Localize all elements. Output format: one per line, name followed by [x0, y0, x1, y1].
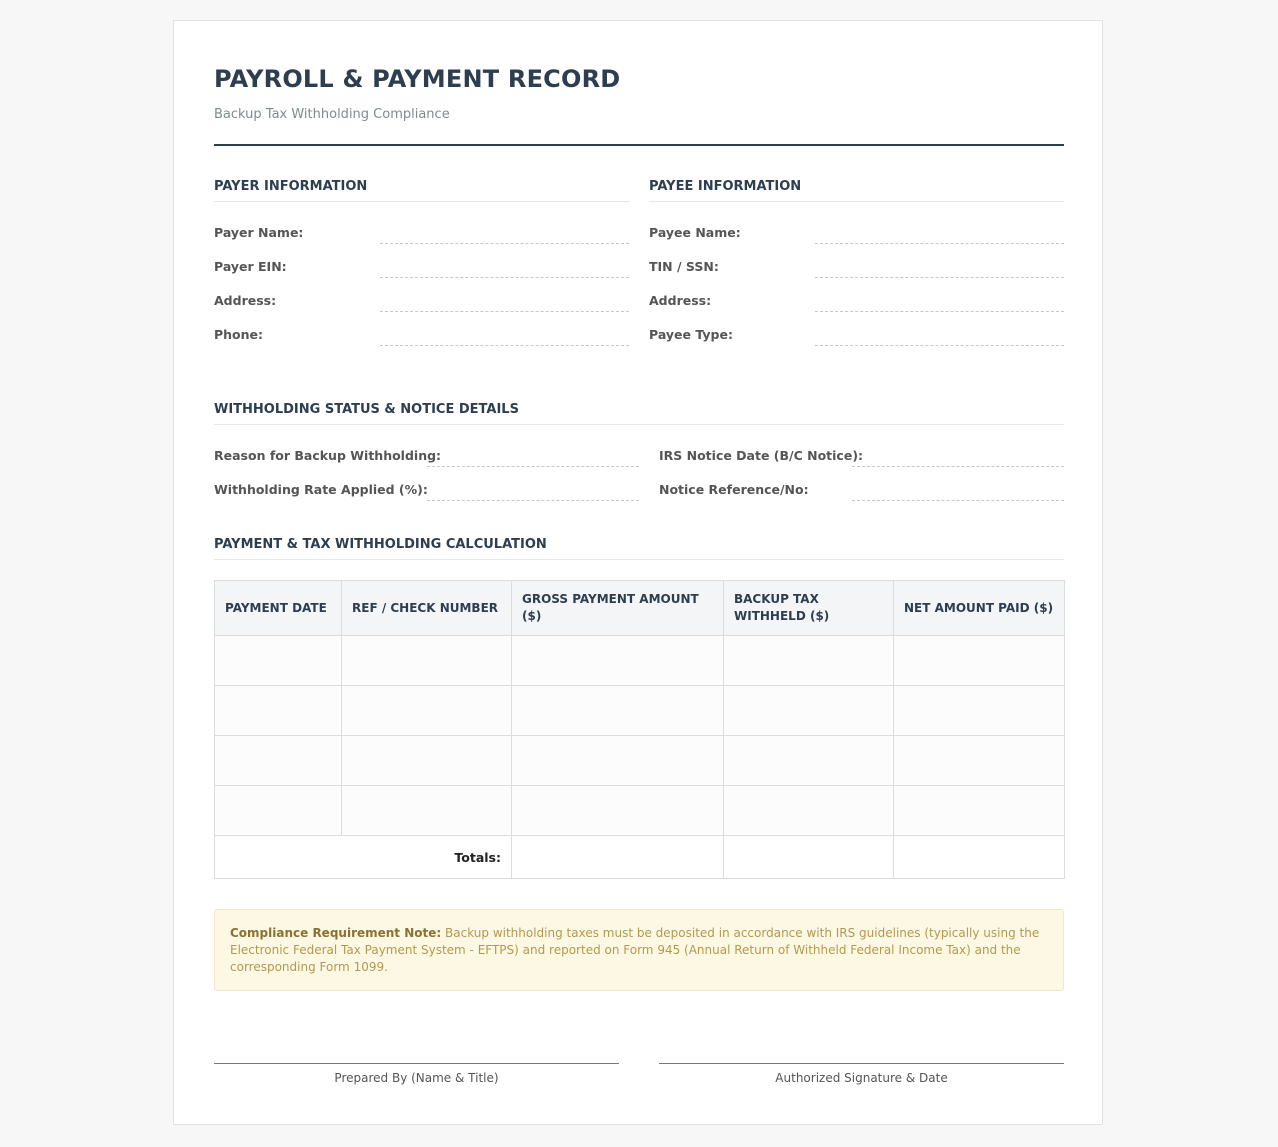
payee-tin-input[interactable]	[815, 257, 1064, 278]
irs-notice-date-label: IRS Notice Date (B/C Notice):	[659, 448, 864, 463]
table-cell[interactable]	[724, 636, 894, 686]
prepared-by-caption: Prepared By (Name & Title)	[334, 1071, 499, 1085]
irs-notice-date-field	[659, 436, 1064, 470]
payee-type-field	[649, 315, 1064, 349]
payer-ein-field	[214, 247, 629, 281]
compliance-note-text: Backup withholding taxes must be deposited in accordance with IRS guidelines (typically using the Electronic Federal Tax Payment System - EFTPS) and reported on Form 945 (Annual Return of Withheld Federal Income Tax) and the corresponding Form 1099.	[230, 926, 1040, 974]
payee-name-label: Payee Name:	[649, 225, 741, 240]
table-header-row	[215, 581, 1065, 636]
payee-type-input[interactable]	[815, 325, 1064, 346]
total-gross-cell[interactable]	[512, 836, 724, 879]
payer-address-label: Address:	[214, 293, 277, 308]
total-net-cell[interactable]	[894, 836, 1065, 879]
payee-tin-label: TIN / SSN:	[649, 259, 719, 274]
table-cell[interactable]	[342, 686, 512, 736]
table-cell[interactable]	[894, 736, 1065, 786]
backup-reason-input[interactable]	[427, 446, 639, 467]
table-row	[215, 636, 1065, 686]
payee-tin-field	[649, 247, 1064, 281]
payee-heading: PAYEE INFORMATION	[649, 179, 1064, 202]
column-header-payment-date: PAYMENT DATE	[215, 581, 342, 636]
compliance-note	[214, 909, 1064, 991]
totals-row	[215, 836, 1065, 879]
payer-ein-label: Payer EIN:	[214, 259, 287, 274]
prepared-by-line[interactable]	[214, 1063, 619, 1064]
table-cell[interactable]	[342, 736, 512, 786]
table-cell[interactable]	[215, 736, 342, 786]
column-header-net-amount: NET AMOUNT PAID ($)	[894, 581, 1065, 636]
payee-name-input[interactable]	[815, 223, 1064, 244]
payer-name-label: Payer Name:	[214, 225, 304, 240]
table-cell[interactable]	[342, 636, 512, 686]
table-row	[215, 686, 1065, 736]
table-cell[interactable]	[512, 736, 724, 786]
withholding-left-col	[214, 436, 639, 504]
payee-address-label: Address:	[649, 293, 712, 308]
payer-phone-input[interactable]	[380, 325, 629, 346]
table-cell[interactable]	[512, 636, 724, 686]
payer-address-field	[214, 281, 629, 315]
column-header-backup-tax: BACKUP TAX WITHHELD ($)	[724, 581, 894, 636]
payer-section	[214, 179, 629, 349]
payer-ein-input[interactable]	[380, 257, 629, 278]
header-divider	[214, 144, 1064, 146]
page-title: PAYROLL & PAYMENT RECORD	[214, 65, 621, 93]
payer-name-input[interactable]	[380, 223, 629, 244]
authorized-signature-line[interactable]	[659, 1063, 1064, 1064]
document-page	[173, 20, 1103, 1125]
withholding-section	[214, 402, 1064, 516]
payer-name-field	[214, 213, 629, 247]
column-header-gross-payment: GROSS PAYMENT AMOUNT ($)	[512, 581, 724, 636]
compliance-note-label: Compliance Requirement Note:	[230, 926, 442, 940]
total-backup-tax-cell[interactable]	[724, 836, 894, 879]
table-row	[215, 786, 1065, 836]
payee-name-field	[649, 213, 1064, 247]
prepared-by-signature	[214, 1063, 619, 1085]
calculation-table	[214, 580, 1065, 879]
payer-phone-label: Phone:	[214, 327, 264, 342]
table-cell[interactable]	[894, 636, 1065, 686]
page-subtitle: Backup Tax Withholding Compliance	[214, 107, 450, 122]
calculation-section	[214, 537, 1064, 879]
table-row	[215, 736, 1065, 786]
payee-address-input[interactable]	[815, 291, 1064, 312]
table-cell[interactable]	[512, 686, 724, 736]
payer-heading: PAYER INFORMATION	[214, 179, 629, 202]
table-cell[interactable]	[215, 686, 342, 736]
notice-reference-input[interactable]	[852, 480, 1064, 501]
table-cell[interactable]	[894, 786, 1065, 836]
table-cell[interactable]	[724, 736, 894, 786]
table-cell[interactable]	[724, 786, 894, 836]
table-cell[interactable]	[894, 686, 1065, 736]
backup-reason-field	[214, 436, 639, 470]
withholding-rate-input[interactable]	[427, 480, 639, 501]
withholding-rate-field	[214, 470, 639, 504]
withholding-right-col	[659, 436, 1064, 504]
notice-reference-field	[659, 470, 1064, 504]
payee-type-label: Payee Type:	[649, 327, 733, 342]
table-cell[interactable]	[215, 786, 342, 836]
table-cell[interactable]	[724, 686, 894, 736]
withholding-rate-label: Withholding Rate Applied (%):	[214, 482, 428, 497]
authorized-signature-caption: Authorized Signature & Date	[775, 1071, 948, 1085]
calculation-heading: PAYMENT & TAX WITHHOLDING CALCULATION	[214, 537, 1064, 560]
totals-label: Totals:	[215, 836, 512, 879]
table-cell[interactable]	[215, 636, 342, 686]
irs-notice-date-input[interactable]	[852, 446, 1064, 467]
payee-address-field	[649, 281, 1064, 315]
payer-phone-field	[214, 315, 629, 349]
table-cell[interactable]	[342, 786, 512, 836]
withholding-heading: WITHHOLDING STATUS & NOTICE DETAILS	[214, 402, 1064, 425]
authorized-signature	[659, 1063, 1064, 1085]
table-cell[interactable]	[512, 786, 724, 836]
column-header-ref-check: REF / CHECK NUMBER	[342, 581, 512, 636]
payer-address-input[interactable]	[380, 291, 629, 312]
backup-reason-label: Reason for Backup Withholding:	[214, 448, 442, 463]
payee-section	[649, 179, 1064, 349]
notice-reference-label: Notice Reference/No:	[659, 482, 809, 497]
